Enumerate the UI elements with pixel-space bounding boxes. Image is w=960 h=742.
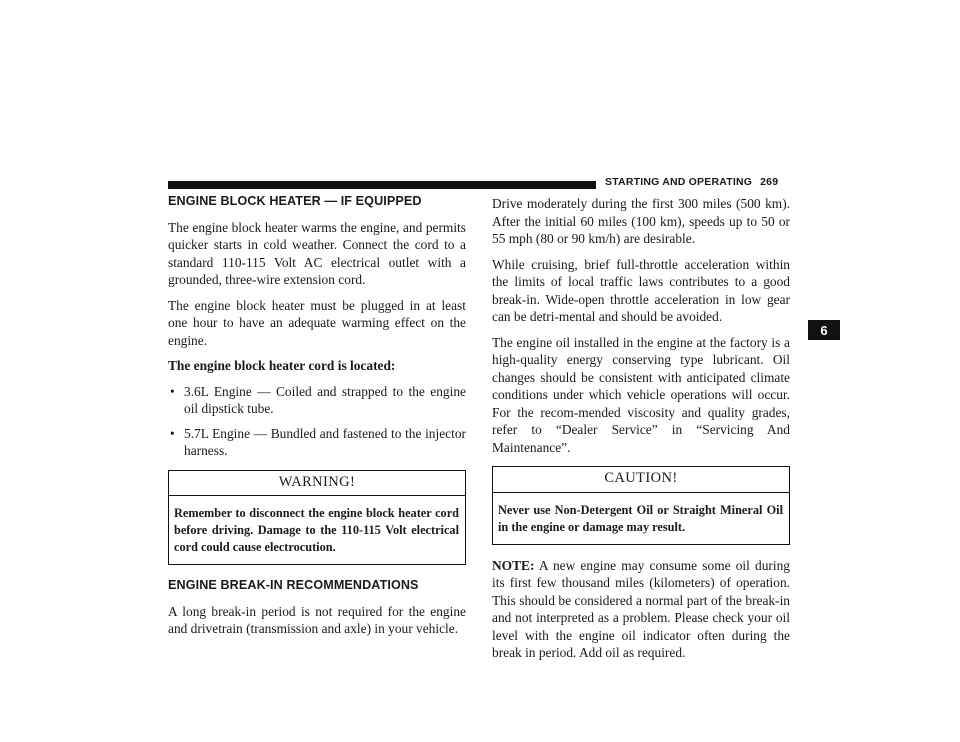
page-number: 269 xyxy=(760,176,779,188)
section-title: STARTING AND OPERATING xyxy=(605,176,753,188)
note-text: A new engine may consume some oil during its first few thousand miles (kilometers) of operation. This should be considered a normal part of the break-in and not interpreted as a problem. Please check your oil level with the engine oil indicator often during the break in period. Add oil as required. xyxy=(492,557,790,660)
paragraph: Drive moderately during the first 300 miles (500 km). After the initial 60 miles (100 km), speeds up to 50 or 55 mph (80 or 90 km/h) are desirable. xyxy=(492,196,790,246)
caution-box xyxy=(492,466,790,545)
engine-block-heater-heading: ENGINE BLOCK HEATER — IF EQUIPPED xyxy=(168,194,422,208)
break-in-heading: ENGINE BREAK-IN RECOMMENDATIONS xyxy=(168,578,419,592)
caution-text: Never use Non-Detergent Oil or Straight Mineral Oil in the engine or damage may result. xyxy=(498,502,783,534)
cord-location-list xyxy=(168,383,466,460)
caution-title: CAUTION! xyxy=(493,467,789,493)
header-rule xyxy=(168,181,596,189)
paragraph: The engine block heater must be plugged in at least one hour to have an adequate warming effect on the engine. xyxy=(168,297,466,348)
bullet-icon: • xyxy=(170,425,175,441)
left-column xyxy=(168,193,466,646)
paragraph: While cruising, brief full-throttle acceleration within the limits of local traffic laws contributes to a good break-in. Wide-open throttle acceleration in low gear can be detri-mental and should be avoided. xyxy=(492,256,790,324)
paragraph: A long break-in period is not required for the engine and drivetrain (transmission and axle) in your vehicle. xyxy=(168,603,466,636)
right-column xyxy=(492,195,790,670)
running-header xyxy=(605,176,778,188)
bullet-icon: • xyxy=(170,383,175,399)
list-item-text: 5.7L Engine — Bundled and fastened to the injector harness. xyxy=(184,425,466,458)
warning-title: WARNING! xyxy=(169,471,465,497)
list-item-text: 3.6L Engine — Coiled and strapped to the engine oil dipstick tube. xyxy=(184,383,466,416)
warning-text: Remember to disconnect the engine block heater cord before driving. Damage to the 110-115 Volt electrical cord could cause electrocution. xyxy=(174,506,459,554)
note-paragraph xyxy=(492,557,790,662)
paragraph: The engine block heater warms the engine, and permits quicker starts in cold weather. Connect the cord to a standard 110-115 Volt AC electrical outlet with a grounded, three-wire extension cord. xyxy=(168,219,466,287)
paragraph: The engine oil installed in the engine at the factory is a high-quality energy conserving type lubricant. Oil changes should be consistent with anticipated climate conditions under which vehicle operations will occur. For the recom-mended viscosity and quality grades, refer to “Dealer Service” in “Servicing And Maintenance”. xyxy=(492,334,790,455)
cord-location-subheading: The engine block heater cord is located: xyxy=(168,358,396,373)
warning-box xyxy=(168,470,466,566)
list-item xyxy=(168,425,466,460)
note-label: NOTE: xyxy=(492,557,535,573)
chapter-tab: 6 xyxy=(808,320,840,340)
list-item xyxy=(168,383,466,418)
